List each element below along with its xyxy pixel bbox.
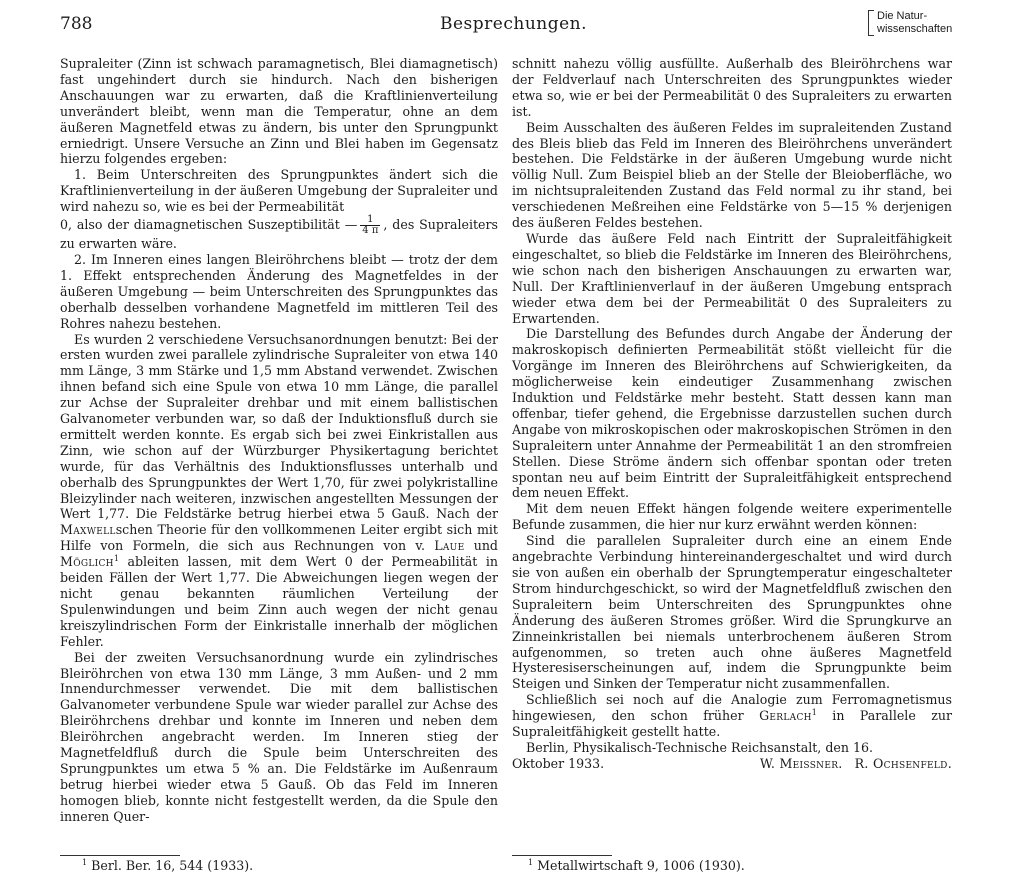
footnote-rule-right (512, 855, 612, 856)
text-run: in Parallele zur Supraleitfähigkeit gestellt hatte. (512, 708, 952, 740)
right-column (512, 56, 952, 772)
text-run: ableiten lassen, mit dem Wert 0 der Permeabilität in beiden Fällen der Wert 1,77. Die Abweichungen liegen wegen der nicht genau bekannten räumlichen Verteilung der Spulenwindungen und beim Zinn auch wegen der nicht genau kreiszylindrischen Form der Einkristalle innerhalb der möglichen Fehler. (60, 554, 498, 649)
paragraph (512, 692, 952, 740)
paragraph: schnitt nahezu völlig ausfüllte. Außerhalb des Bleiröhrchens war der Feldverlauf nach Unterschreiten des Sprungpunktes wieder etwa so, wie er bei der Permeabilität 0 des Supraleiters zu erwarten ist. (512, 56, 952, 119)
journal-name-line1: Die Natur- (877, 10, 928, 22)
journal-name (868, 10, 952, 36)
footnote-text: Berl. Ber. 16, 544 (1933). (91, 858, 254, 873)
footnote-ref: 1 (113, 554, 119, 563)
paragraph: Supraleiter (Zinn ist schwach paramagnetisch, Blei diamagnetisch) fast ungehindert durch sie hindurch. Nach den bisherigen Anschauungen war zu erwarten, daß die Kraftlinienverteilung unverändert bleibt, wenn man die Temperatur, ohne an dem äußeren Magnetfeld etwas zu ändern, bis unter den Sprungpunkt erniedrigt. Unsere Versuche an Zinn und Blei haben im Gegensatz hierzu folgendes ergeben: (60, 56, 498, 167)
paragraph: Sind die parallelen Supraleiter durch eine an einem Ende angebrachte Verbindung hintereinandergeschaltet und wird durch sie von außen ein oberhalb der Sprungtemperatur eingeschalteter Strom hindurchgeschickt, so wird der Magnetfeldfluß zwischen den Supraleitern beim Unterschreiten des Sprungpunktes ohne Änderung des äußeren Stromes größer. Wird die Sprungkurve an Zinneinkristallen bei niemals unterbrochenem äußeren Strom aufgenommen, so treten auch ohne äußeres Magnetfeld Hysteresiserscheinungen auf, indem die Sprungpunkte beim Steigen und Sinken der Temperatur nicht zusammenfallen. (512, 533, 952, 692)
author-name: W. Meissner. (759, 755, 843, 771)
signature-place: Berlin, Physikalisch-Technische Reichsanstalt, den 16. (526, 739, 873, 755)
fraction-numerator: 1 (360, 215, 380, 226)
paragraph-formula (60, 215, 498, 252)
fraction (360, 215, 380, 236)
page-header (60, 10, 960, 46)
author-name: Laue (434, 538, 465, 554)
signature-authors (760, 756, 952, 772)
footnote-mark: 1 (82, 857, 88, 867)
paragraph (60, 332, 498, 650)
paragraph: 1. Beim Unterschreiten des Sprungpunktes ändert sich die Kraftlinienverteilung in der äußeren Umgebung der Supraleiter und wird nahezu so, wie es bei der Permeabilität (60, 167, 498, 215)
page-number: 788 (60, 14, 93, 34)
footnote-left (82, 858, 253, 873)
left-column (60, 56, 498, 825)
text-run: Schließlich sei noch auf die Analogie zum Ferromagnetismus hingewiesen, den schon früher (512, 692, 952, 724)
paragraph: Wurde das äußere Feld nach Eintritt der Supraleitfähigkeit eingeschaltet, so blieb die Feldstärke im Inneren des Bleiröhrchens, wie schon nach den bisherigen Anschauungen zu erwarten war, Null. Der Kraftlinienverlauf in der äußeren Umgebung entsprach wieder etwa dem bei der Permeabilität 0 des Supraleiters zu Erwartenden. (512, 230, 952, 326)
text-run: schen Theorie für den vollkommenen Leiter ergibt sich mit Hilfe von Formeln, die sich aus Rechnungen von v. (60, 522, 498, 554)
footnote-ref: 1 (811, 707, 817, 717)
paragraph: 2. Im Inneren eines langen Bleiröhrchens bleibt — trotz der dem 1. Effekt entsprechenden Änderung des Magnetfeldes in der äußeren Umgebung — beim Unterschreiten des Sprungpunktes das oberhalb desselben vorhandene Magnetfeld im mittleren Teil des Rohres nahezu bestehen. (60, 251, 498, 331)
paragraph: Bei der zweiten Versuchsanordnung wurde ein zylindrisches Bleiröhrchen von etwa 130 mm Länge, 3 mm Außen- und 2 mm Innendurchmesser verwendet. Die mit dem ballistischen Galvanometer verbundene Spule war wieder parallel zur Achse des Bleiröhrchens drehbar und konnte im Inneren und neben dem Bleiröhrchen angebracht werden. Im Inneren stieg der Magnetfeldfluß durch die Spule beim Unterschreiten des Sprungpunktes um etwa 5 % an. Die Feldstärke im Außenraum betrug hierbei wieder etwa 5 Gauß. Ob das Feld im Inneren homogen blieb, konnte nicht festgestellt werden, da die Spule den inneren Quer- (60, 649, 498, 824)
journal-name-line2: wissenschaften (877, 23, 953, 35)
paragraph: Die Darstellung des Befundes durch Angabe der Änderung der makroskopisch definierten Permeabilität stößt vielleicht für die Vorgänge im Inneren des Bleiröhrchens auf Schwierigkeiten, da möglicherweise kein eindeutiger Zusammenhang zwischen Induktion und Feldstärke mehr besteht. Statt dessen kann man offenbar, tiefer gehend, die Ergebnisse darzustellen suchen durch Angabe von mikroskopischen oder makroskopischen Strömen in den Supraleitern unter Annahme der Permeabilität 1 an den stromfreien Stellen. Diese Ströme ändern sich offenbar spontan oder treten spontan neu auf beim Eintritt der Supraleitfähigkeit entsprechend dem neuen Effekt. (512, 326, 952, 501)
text-run: Es wurden 2 verschiedene Versuchsanordnungen benutzt: Bei der ersten wurden zwei parallele zylindrische Supraleiter von etwa 140 mm Länge, 3 mm Stärke und 1,5 mm Abstand verwendet. Zwischen ihnen befand sich eine Spule von etwa 10 mm Länge, die parallel zur Achse der Supraleiter drehbar und mit einem ballistischen Galvanometer verbunden war, so daß der Induktionsfluß durch sie ermittelt werden konnte. Es ergab sich bei zwei Einkristallen aus Zinn, wie schon auf der Würzburger Physikertagung berichtet wurde, für das Verhältnis des Induktionsflusses unterhalb und oberhalb des Sprungpunktes der Wert 1,70, für zwei polykristalline Bleizylinder nach weiteren, inzwischen angestellten Messungen der Wert 1,77. Die Feldstärke betrug hierbei etwa 5 Gauß. Nach der (60, 331, 498, 522)
paragraph: Mit dem neuen Effekt hängen folgende weitere experimentelle Befunde zusammen, die hier nur kurz erwähnt werden können: (512, 501, 952, 533)
running-title: Besprechungen. (440, 14, 588, 34)
signature-line (512, 756, 952, 772)
text-run: und (473, 538, 498, 554)
footnote-rule-left (60, 855, 180, 856)
paragraph: Beim Ausschalten des äußeren Feldes im supraleitenden Zustand des Bleis blieb das Feld im Inneren des Bleiröhrchens unverändert bestehen. Die Feldstärke in der äußeren Umgebung wurde nicht völlig Null. Zum Beispiel blieb an der Stelle der Bleioberfläche, wo im nichtsupraleitenden Zustand das Feld normal zu ihr stand, bei verschiedenen Meßreihen eine Feldstärke von 5—15 % derjenigen des äußeren Feldes bestehen. (512, 119, 952, 231)
signature-date: Oktober 1933. (512, 755, 605, 771)
formula-text-before: 0, also der diamagnetischen Suszeptibilität — (60, 217, 358, 233)
footnote-mark: 1 (528, 857, 534, 867)
footnote-right (528, 858, 745, 873)
author-name: Gerlach (759, 708, 812, 724)
formula-text-after: , des Supraleiters zu erwarten wäre. (60, 217, 498, 252)
author-name: R. Ochsenfeld. (854, 755, 952, 771)
author-name: Möglich (60, 554, 114, 570)
author-name: Maxwell (60, 522, 116, 538)
footnote-text: Metallwirtschaft 9, 1006 (1930). (537, 858, 745, 873)
fraction-denominator: 4 π (362, 225, 379, 237)
